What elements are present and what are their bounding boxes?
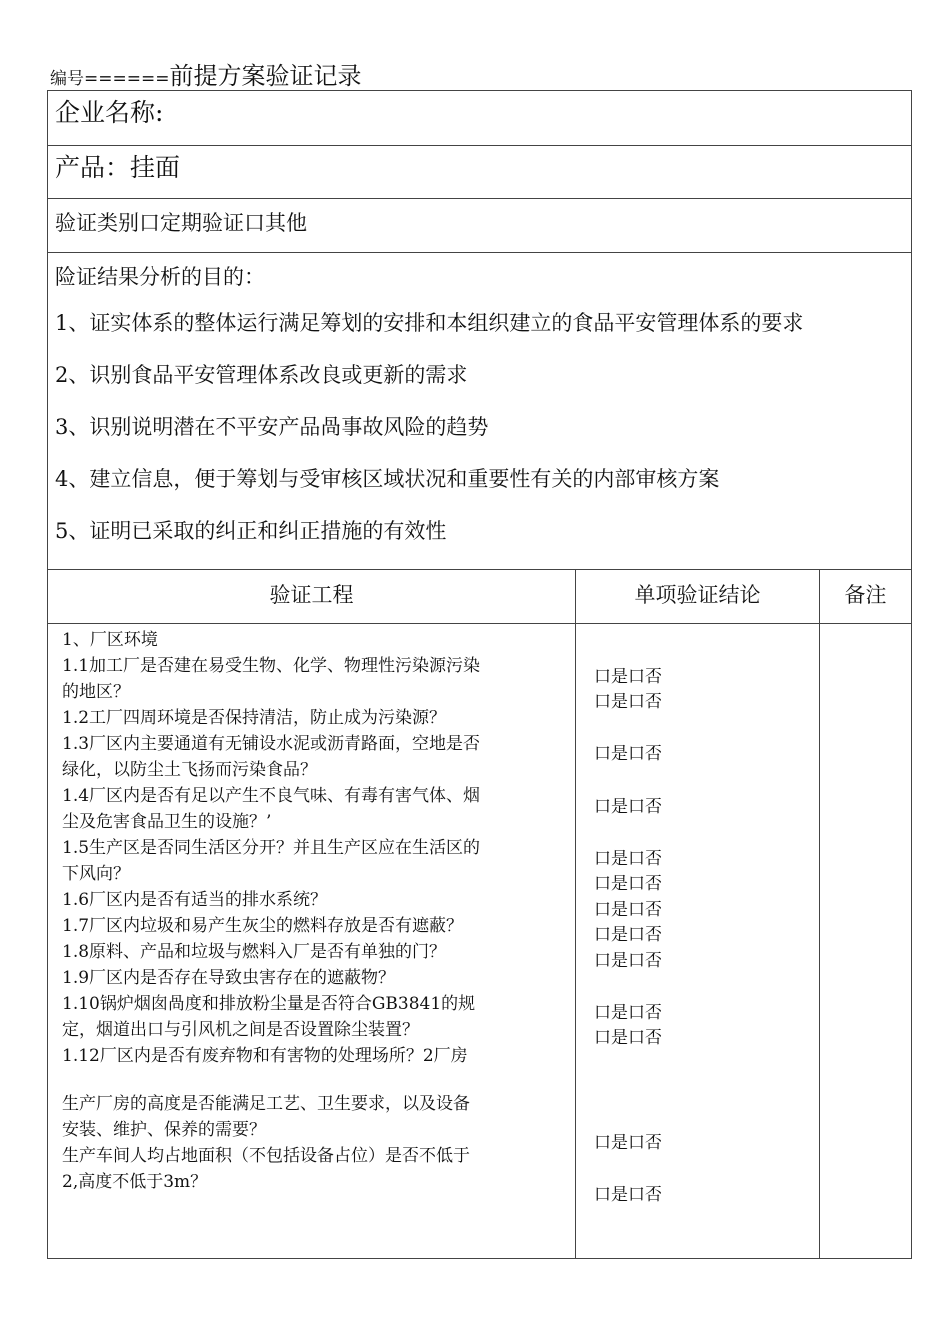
check-line: 1.3厂区内主要通道有无铺设水泥或沥青路面，空地是否 [62,734,481,754]
verification-category-cell [48,199,912,253]
check-line: 尘及危害食品卫生的设施？’ [62,812,272,832]
yes-no-checkbox[interactable]: 口是口否 [594,900,662,920]
verification-record-table [47,90,912,1259]
yes-no-checkbox[interactable]: 口是口否 [594,849,662,869]
yes-no-checkbox[interactable]: 口是口否 [594,951,662,971]
check-line: 生产厂房的高度是否能满足工艺、卫生要求，以及设备 [62,1094,470,1114]
purpose-section [48,253,911,557]
check-line: 定，烟道出口与引风机之间是否设置除尘装置？ [62,1020,419,1040]
conclusion-cell [576,624,820,1259]
yes-no-checkbox[interactable]: 口是口否 [594,1028,662,1048]
verification-category-label: 验证类别口定期验证口其他 [55,211,307,235]
yes-no-checkbox[interactable]: 口是口否 [594,744,662,764]
check-line: 绿化，以防尘土飞扬而污染食品？ [62,760,317,780]
purpose-item: 3、识别说明潜在不平安产品咼事故风险的趋势 [55,415,489,439]
company-name-label: 企业名称: [55,98,164,127]
yes-no-checkbox[interactable]: 口是口否 [594,797,662,817]
column-header-conclusion: 单项验证结论 [576,570,820,624]
check-items-list [48,624,575,1195]
column-header-remarks: 备注 [820,570,912,624]
check-line: 1.10锅炉烟囱咼度和排放粉尘量是否符合GB3841的规 [62,994,476,1014]
check-items-cell [48,624,576,1259]
product-cell [48,146,912,199]
check-line: 1.2工厂四周环境是否保持清洁，防止成为污染源？ [62,708,447,728]
yes-no-checkbox[interactable]: 口是口否 [594,667,662,687]
check-line: 2,高度不低于3m？ [62,1172,208,1192]
column-header-items: 验证工程 [48,570,576,624]
check-line: 1.7厂区内垃圾和易产生灰尘的燃料存放是否有遮蔽？ [62,916,464,936]
check-line: 1.1加工厂是否建在易受生物、化学、物理性污染源污染 [62,656,481,676]
check-line: 1.6厂区内是否有适当的排水系统？ [62,890,328,910]
purpose-item: 1、证实体系的整体运行满足筹划的安排和本组织建立的食品平安管理体系的要求 [55,311,804,335]
yes-no-checkbox[interactable]: 口是口否 [594,1003,662,1023]
check-line: 1.4厂区内是否有足以产生不良气味、有毒有害气体、烟 [62,786,481,806]
purpose-cell [48,253,912,570]
check-line: 1、厂区环境 [62,630,158,650]
check-line: 1.9厂区内是否存在导致虫害存在的遮蔽物？ [62,968,396,988]
company-name-cell [48,91,912,146]
purpose-heading: 险证结果分析的目的： [55,265,265,289]
check-line: 安装、维护、保养的需要？ [62,1120,266,1140]
yes-no-checkbox[interactable]: 口是口否 [594,1133,662,1153]
product-label: 产品：挂面 [55,153,181,182]
document-header [50,56,361,91]
check-line: 下风向？ [62,864,130,884]
purpose-item: 5、证明已采取的纠正和纠正措施的有效性 [55,519,447,543]
check-line: 1.5生产区是否同生活区分开？并且生产区应在生活区的 [62,838,481,858]
spacer [62,1069,575,1091]
yes-no-checkbox[interactable]: 口是口否 [594,692,662,712]
remarks-cell [820,624,912,1259]
check-line: 1.8原料、产品和垃圾与燃料入厂是否有单独的门？ [62,942,447,962]
yes-no-checkbox[interactable]: 口是口否 [594,1185,662,1205]
purpose-item: 4、建立信息，便于筹划与受审核区域状况和重要性有关的内部审核方案 [55,467,720,491]
document-title: 前提方案验证记录 [169,62,362,90]
purpose-item: 2、识别食品平安管理体系改良或更新的需求 [55,363,468,387]
check-line: 1.12厂区内是否有废弃物和有害物的处理场所？2厂房 [62,1046,468,1066]
check-line: 的地区？ [62,682,130,702]
yes-no-checkbox[interactable]: 口是口否 [594,925,662,945]
check-line: 生产车间人均占地面积（不包括设备占位）是否不低于 [62,1146,470,1166]
record-code-label: 编号====== [50,69,170,89]
yes-no-checkbox[interactable]: 口是口否 [594,874,662,894]
